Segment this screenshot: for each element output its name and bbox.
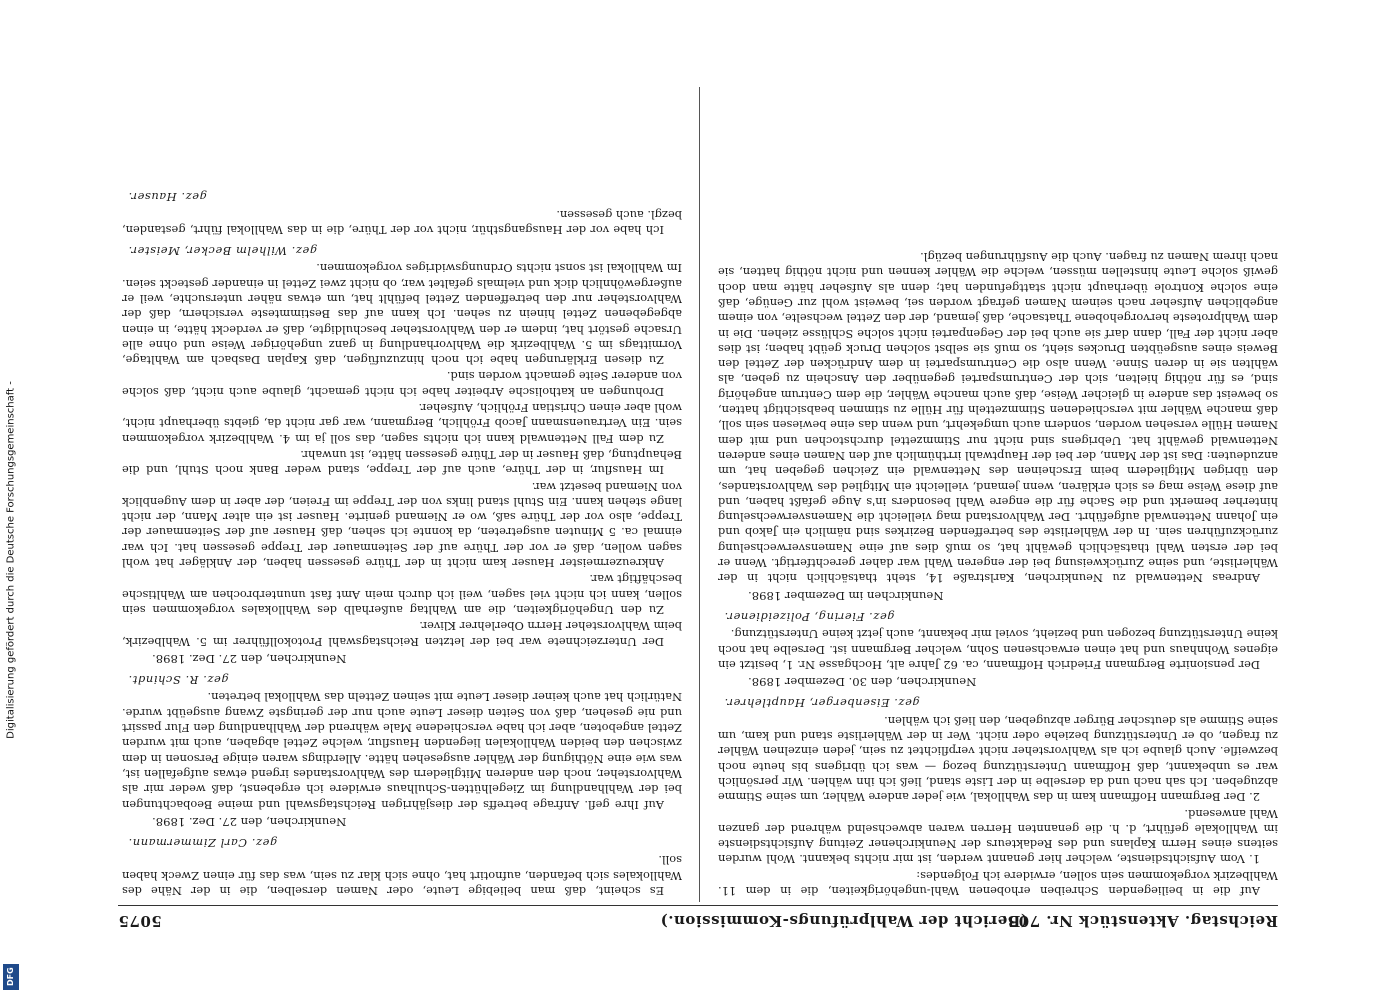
paragraph: Der Unterzeichnete war bei der letzten Reichstagswahl Protokollführer im 5. Wahlbezirk, beim Wahlvorsteher Herrn Oberlehrer Kliver. xyxy=(122,619,682,649)
paragraph: Zu dem Fall Nettenwald kann ich nichts sagen, das soll ja im 4. Wahlbezirk vorgekommen sein. Ein Vertrauensmann Jacob Fröhlich, Bergmann, war gar nicht da, giebts überhaupt nicht, wohl aber einen Christian Fröhlich, Aufseher. xyxy=(122,401,682,446)
running-head xyxy=(118,908,1278,932)
paragraph: Auf Ihre gefl. Anfrage betreffs der diesjährigen Reichstagswahl und meine Beobachtungen bei der Wahlhandlung im Ziegelhütten-Schulhaus erwidere ich ergebenst, daß weder mir als Wahlvorsteher, noch den anderen Mitgliedern des Wahlvorstandes irgend etwas aufgefallen ist, was wie eine Nöthigung der Wähler ausgesehen hätte. Allerdings waren einige Personen in dem zwischen den beiden Wahllokalen liegenden Hausflur, welche Zettel abgaben, auch mit wurden Zettel angeboten, aber ich habe verschiedene Male während der Wahlhandlung den Flur passirt und nie gesehen, daß von Seiten dieser Leute auch nur der geringste Zwang ausgeübt wurde. Natürlich hat auch keiner dieser Leute mit seinen Zetteln das Wahllokal betreten. xyxy=(122,690,682,812)
paragraph: Ankreuzermeister Hauser kam nicht in der Thüre gesessen haben, der Ankläger hat wohl sagen wollen, daß er vor der Thüre auf der Seitenmauer der Treppe gesessen hat. Ich war einmal ca. 5 Minuten ausgetreten, da konnte ich sehen, daß Hauser auf der Seitenmauer der Treppe, also vor der Thüre saß, wo er Niemand genirte. Hauser ist ein alter Mann, der nicht lange stehen kann. Ein Stuhl stand links von der Treppe im Freien, der aber in dem Augenblick von Niemand besetzt war. xyxy=(122,479,682,571)
signature: gez. R. Schindt. xyxy=(128,673,229,688)
dfg-logo: DFG xyxy=(3,964,19,990)
dateline: Neunkirchen, den 27. Dez. 1898. xyxy=(152,814,347,829)
text-column-right xyxy=(122,88,682,898)
page-rotated xyxy=(118,82,1278,932)
signature: gez. Hauser. xyxy=(128,190,207,205)
running-head-subtitle: (Bericht der Wahlprüfungs-Kommission.) xyxy=(660,912,1028,930)
paragraph: Im Hausflur, in der Thüre, auch auf der Treppe, stand weder Bank noch Stuhl, und die Behauptung, daß Hauser in der Thüre gesessen hätte, ist unwahr. xyxy=(122,447,682,478)
digitization-footer xyxy=(0,0,22,1000)
paragraph: Drohungen an katholische Arbeiter habe ich nicht gemacht, glaube auch nicht, daß solche von anderer Seite gemacht worden sind. xyxy=(122,369,682,399)
paragraph: Zu diesen Erklärungen habe ich noch hinzuzufügen, daß Kaplan Dasbach am Wahltage, Vormittags im 5. Wahlbezirk die Wahlvorhandlung in ganz ungehöriger Weise und ohne alle Ursache gestört hat, indem er den Wahlvorsteher beschuldigte, daß er verdeckt hätte, in einen abgegebenen Zettel hinein zu sehen. Ich kann auf das Bestimmteste versichern, daß der Wahlvorsteher nur den betreffenden Zettel befühlt hat, um etwas näher untersuchte, weil er außergewöhnlich dick und vielmals gefaltet war, ob nicht zwei Zettel in einander gesteckt seien. Im Wahllokal ist sonst nichts Ordnungswidriges vorgekommen. xyxy=(122,261,682,368)
scanned-page xyxy=(118,82,1278,932)
dateline: Neunkirchen im Dezember 1898. xyxy=(748,588,944,603)
paragraph: 2. Der Bergmann Hoffmann kam in das Wahllokal, wie jeder andere Wähler, um seine Stimme abzugeben. Ich sah nach und da derselbe in der Liste stand, ließ ich ihn wählen. Wir persönlich war es unbekannt, daß Hoffmann Unterstützung bezog — was ich übrigens bis heute noch bezweifle. Auch glaube ich als Wahlvorsteher nicht verpflichtet zu sein, jeden einzelnen Wähler zu fragen, ob er Unterstützung beziehe oder nicht. Wer in der Wählerliste stand und kam, um seine Stimme als deutscher Bürger abzugeben, den ließ ich wählen. xyxy=(718,713,1278,805)
paragraph: Der pensionirte Bergmann Friedrich Hoffmann, ca. 62 Jahre alt, Hochgasse Nr. 1, besitzt ein eigenes Wohnhaus und hat einen erwachsenen Sohn, welcher Bergmann ist. Derselbe hat noch keine Unterstützung bezogen und bezieht, soviel mir bekannt, auch jetzt keine Unterstützung. xyxy=(718,627,1278,672)
header-rule xyxy=(118,905,1278,906)
dateline: Neunkirchen, den 27. Dez. 1898. xyxy=(152,651,347,666)
signature: gez. Eisenberger, Hauptlehrer. xyxy=(724,696,920,711)
paragraph: 1. Vom Aufsichtsdienste, welcher hier genannt werden, ist mir nichts bekannt. Wohl wurden seitens eines Herrn Kaplans und des Redakteurs der Neunkirchener Zeitung Aufsichtsdienste im Wahllokale geführt, d. h. die genannten Herren waren abwechselnd während der ganzen Wahl anwesend. xyxy=(718,806,1278,867)
paragraph: Ich habe vor der Hausgangsthür, nicht vor der Thüre, die in das Wahllokal führt, gestanden, bezgl. auch gesessen. xyxy=(122,207,682,237)
signature: gez. Carl Zimmermann. xyxy=(128,836,278,851)
paragraph: Es scheint, daß man beliebige Leute, oder Namen derselben, die in der Nähe des Wahllokales sich befanden, aufnotirt hat, ohne sich klar zu sein, was das für einen Zweck haben soll. xyxy=(122,853,682,898)
text-column-left xyxy=(718,88,1278,898)
signature: gez. Fiering, Polizeidiener. xyxy=(724,609,895,624)
paragraph: Andreas Nettenwald zu Neunkirchen, Karlstraße 14, steht thatsächlich nicht in der Wählerliste, und seine Zurückweisung bei der engeren Wahl war daher gerechtfertigt. Wenn er bei der ersten Wahl thatsächlich gewählt hat, so muß dies auf eine Namensverwechselung zurückzuführen sein. In der Wählerliste des betreffenden Bezirkes sind nämlich ein Jakob und ein Johann Nettenwald aufgeführt. Der Wahlvorstand mag vielleicht die Namensverwechselung hinterher bemerkt und die Sache für die engere Wahl besonders in's Auge gefaßt haben, und auf diese Weise mag es sich erklären, wenn jemand, vielleicht ein Mitglied des Wahlvorstandes, den übrigen Mitgliedern beim Erscheinen des Nettenwald ein Zeichen gegeben hat, um anzudeuten: Das ist der Mann, der bei der Hauptwahl irrthümlich auf den Namen eines anderen Nettenwald gewählt hat. Uebrigens sind nicht nur Stimmzettel durchstochen und mit dem Namen Hülle versehen worden, sondern auch umgekehrt, und wenn das eine bewiesen sein soll, daß manche Wähler mit verschiedenen Stimmzetteln für Hülle zu stimmen beabsichtigt hatten, so beweist das andere in gleicher Weise, daß auch manche Wähler, die dem Centrum angehörig sind, es für nöthig hielten, sich der Centrumspartei gegenüber den Anschein zu geben, als wählten sie in deren Sinne. Wenn also die Centrumspartei in dem Andrücken der Zettel den Beweis eines ausgeübten Druckes sieht, so muß sie selbst solchen Druck geübt haben; ist dies aber nicht der Fall, dann darf sie auch bei der Gegenpartei nicht solche Schlüsse ziehen. Die in dem Wahlproteste hervorgehobene Thatsache, daß jemand, der den Zettel wechselte, von einem angeblichen Aufseher nach seinem Namen gefragt worden sei, beweist wohl zur Genüge, daß eine solche Kontrole überhaupt nicht stattgefunden hat; denn als Aufseher hätte man doch gewiß solche Leute hinstellen müssen, welche die Wähler kennen und nicht nöthig hatten, sie nach ihrem Namen zu fragen. Auch die Ausführungen bezügl. xyxy=(718,250,1278,586)
page-number: 5075 xyxy=(118,912,162,930)
column-divider xyxy=(699,87,700,902)
paragraph: Auf die in beiliegenden Schreiben erhobenen Wahl-ungehörigkeiten, die in dem 11. Wahlbezirk vorgekommen sein sollen, erwidere ich Folgendes: xyxy=(718,868,1278,898)
dateline: Neunkirchen, den 30. Dezember 1898. xyxy=(748,675,977,690)
digitization-note: Digitalisierung gefördert durch die Deutsche Forschungsgemeinschaft - xyxy=(5,381,17,739)
paragraph: Zu den Ungehörigkeiten, die am Wahltag außerhalb des Wahllokales vorgekommen sein sollen, kann ich nicht viel sagen, weil ich durch mein Amt fast ununterbrochen am Wahltische beschäftigt war. xyxy=(122,572,682,617)
signature: gez. Wilhelm Becker, Meister. xyxy=(128,244,318,259)
running-head-title: Reichstag. Aktenstück Nr. 705. xyxy=(1001,912,1278,930)
